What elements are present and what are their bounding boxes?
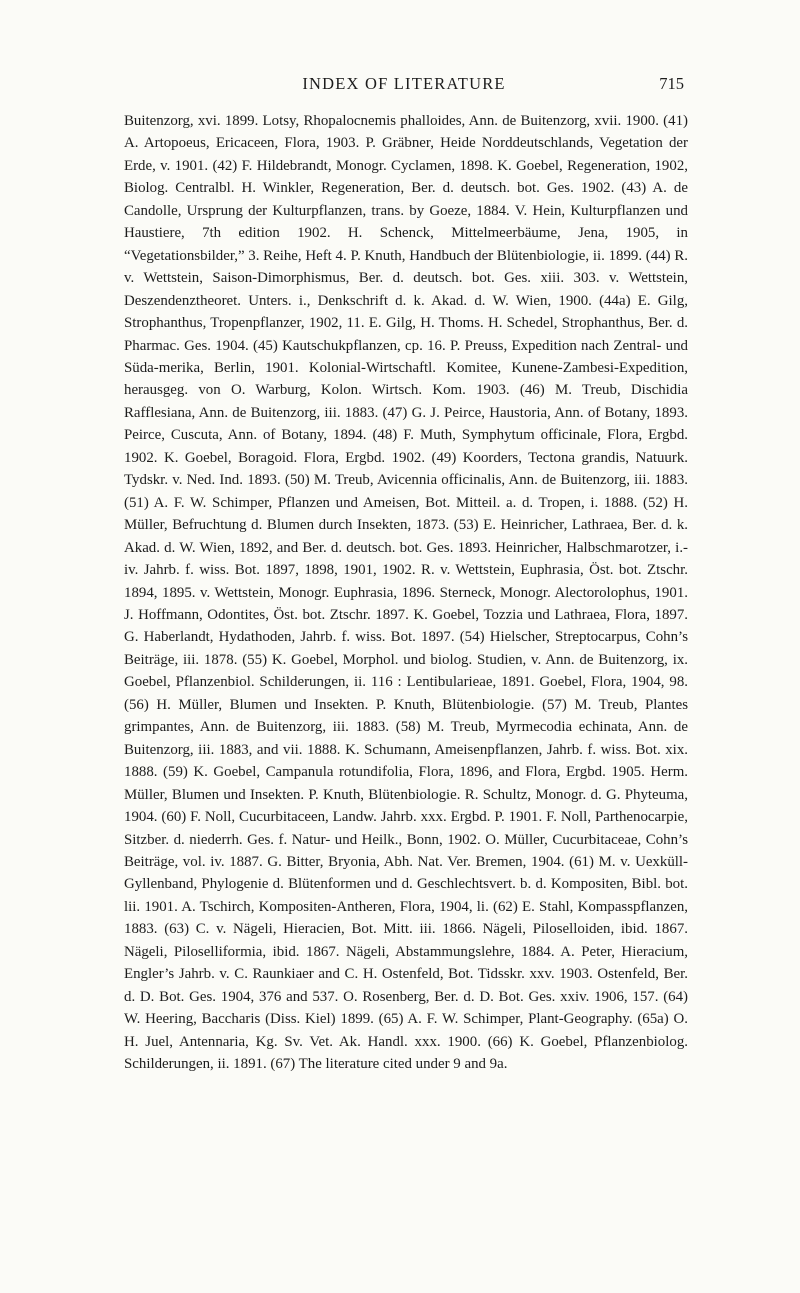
bibliography-paragraph: Buitenzorg, xvi. 1899. Lotsy, Rhopalocnemis phalloides, Ann. de Buitenzorg, xvii. 1900. (41) A. Artopoeus, Ericaceen, Flora, 1903. P. Gräbner, Heide Norddeutschlands, Vegetation der Erde, v. 1901. (42) F. Hildebrandt, Monogr. Cyclamen, 1898. K. Goebel, Regeneration, 1902, Biolog. Centralbl. H. Winkler, Regeneration, Ber. d. deutsch. bot. Ges. 1902. (43) A. de Candolle, Ursprung der Kulturpflanzen, trans. by Goeze, 1884. V. Hein, Kulturpflanzen und Haustiere, 7th edition 1902. H. Schenck, Mittelmeerbäume, Jena, 1905, in “Vegetationsbilder,” 3. Reihe, Heft 4. P. Knuth, Handbuch der Blütenbiologie, ii. 1899. (44) R. v. Wettstein, Saison-Dimorphismus, Ber. d. deutsch. bot. Ges. xiii. 303. v. Wettstein, Deszendenztheoret. Unters. i., Denkschrift d. k. Akad. d. W. Wien, 1900. (44a) E. Gilg, Strophanthus, Tropenpflanzer, 1902, 11. E. Gilg, H. Thoms. H. Schedel, Strophanthus, Ber. d. Pharmac. Ges. 1904. (45) Kautschukpflanzen, cp. 16. P. Preuss, Expedition nach Zentral- und Süda-merika, Berlin, 1901. Kolonial-Wirtschaftl. Komitee, Kunene-Zambesi-Expedition, herausgeg. von O. Warburg, Kolon. Wirtsch. Kom. 1903. (46) M. Treub, Dischidia Rafflesiana, Ann. de Buitenzorg, iii. 1883. (47) G. J. Peirce, Haustoria, Ann. of Botany, 1893. Peirce, Cuscuta, Ann. of Botany, 1894. (48) F. Muth, Symphytum officinale, Flora, Ergbd. 1902. K. Goebel, Boragoid. Flora, Ergbd. 1902. (49) Koorders, Tectona grandis, Natuurk. Tydskr. v. Ned. Ind. 1893. (50) M. Treub, Avicennia officinalis, Ann. de Buitenzorg, iii. 1883. (51) A. F. W. Schimper, Pflanzen und Ameisen, Bot. Mitteil. a. d. Tropen, i. 1888. (52) H. Müller, Befruchtung d. Blumen durch Insekten, 1873. (53) E. Heinricher, Lathraea, Ber. d. k. Akad. d. W. Wien, 1892, and Ber. d. deutsch. bot. Ges. 1893. Heinricher, Halbschmarotzer, i.-iv. Jahrb. f. wiss. Bot. 1897, 1898, 1901, 1902. R. v. Wettstein, Euphrasia, Öst. bot. Ztschr. 1894, 1895. v. Wettstein, Monogr. Euphrasia, 1896. Sterneck, Monogr. Alectorolophus, 1901. J. Hoffmann, Odontites, Öst. bot. Ztschr. 1897. K. Goebel, Tozzia und Lathraea, Flora, 1897. G. Haberlandt, Hydathoden, Jahrb. f. wiss. Bot. 1897. (54) Hielscher, Streptocarpus, Cohn’s Beiträge, iii. 1878. (55) K. Goebel, Morphol. und biolog. Studien, v. Ann. de Buitenzorg, ix. Goebel, Pflanzenbiol. Schilderungen, ii. 116 : Lentibularieae, 1891. Goebel, Flora, 1904, 98. (56) H. Müller, Blumen und Insekten. P. Knuth, Blütenbiologie. (57) M. Treub, Plantes grimpantes, Ann. de Buitenzorg, iii. 1883. (58) M. Treub, Myrmecodia echinata, Ann. de Buitenzorg, iii. 1883, and vii. 1888. K. Schumann, Ameisenpflanzen, Jahrb. f. wiss. Bot. xix. 1888. (59) K. Goebel, Campanula rotundifolia, Flora, 1896, and Flora, Ergbd. 1905. Herm. Müller, Blumen und Insekten. P. Knuth, Blütenbiologie. R. Schultz, Monogr. d. G. Phyteuma, 1904. (60) F. Noll, Cucurbitaceen, Landw. Jahrb. xxx. Ergbd. P. 1901. F. Noll, Parthenocarpie, Sitzber. d. niederrh. Ges. f. Natur- und Heilk., Bonn, 1902. O. Müller, Cucurbitaceae, Cohn’s Beiträge, vol. iv. 1887. G. Bitter, Bryonia, Abh. Nat. Ver. Bremen, 1904. (61) M. v. Uexküll-Gyllenband, Phylogenie d. Blütenformen und d. Geschlechtsvert. b. d. Kompositen, Bibl. bot. lii. 1901. A. Tschirch, Kompositen-Antheren, Flora, 1904, li. (62) E. Stahl, Kompasspflanzen, 1883. (63) C. v. Nägeli, Hieracien, Bot. Mitt. iii. 1866. Nägeli, Piloselloiden, ibid. 1867. Nägeli, Piloselliformia, ibid. 1867. Nägeli, Abstammungslehre, 1884. A. Peter, Hieracium, Engler’s Jahrb. v. C. Raunkiaer and C. H. Ostenfeld, Bot. Tidsskr. xxv. 1903. Ostenfeld, Ber. d. D. Bot. Ges. 1904, 376 and 537. O. Rosenberg, Ber. d. D. Bot. Ges. xxiv. 1906, 157. (64) W. Heering, Baccharis (Diss. Kiel) 1899. (65) A. F. W. Schimper, Plant-Geography. (65a) O. H. Juel, Antennaria, Kg. Sv. Vet. Ak. Handl. xxx. 1900. (66) K. Goebel, Pflanzenbiolog. Schilderungen, ii. 1891. (67) The literature cited under 9 and 9a. <box>124 113 688 1073</box>
page-header <box>124 74 684 102</box>
page-number: 715 <box>659 74 684 93</box>
running-title: INDEX OF LITERATURE <box>302 74 506 93</box>
bibliography-text <box>124 110 688 1075</box>
